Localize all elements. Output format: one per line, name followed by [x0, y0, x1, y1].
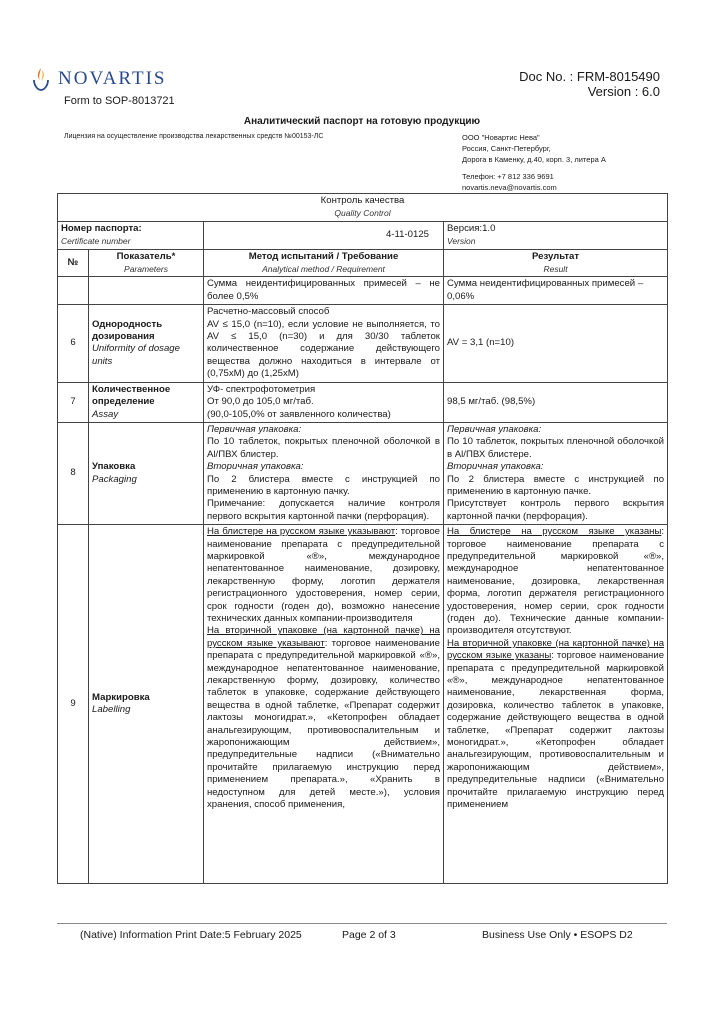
col-header-parameters-en: Parameters	[124, 264, 168, 275]
row-9-parameter-en: Labelling	[92, 704, 131, 716]
row-9-no: 9	[58, 525, 89, 884]
row-6-method-l1: Расчетно-массовый способ	[207, 306, 330, 318]
row-9-result	[444, 525, 668, 884]
row-7-parameter-ru: Количественное определение	[92, 383, 171, 408]
row-9-method-carton: : торговое наименование препарата с предупредительной маркировкой «®», международное непатентованное наименование, лекарственную форму, дозировку, количество таблеток в упаковке, содержание действующего вещества в одной таблетке, «Препарат содержит лактозы моногидрат.», «Кетопрофен обладает анальгезирующим, противовоспалительным и жаропонижающим действием», предупредительные надписи («Внимательно прочитайте прилагаемую инструкцию перед применением препарата.», «Хранить в недоступном для детей месте.»), условия хранения, способ применения,	[207, 637, 440, 811]
row-8-method-note: Примечание: допускается наличие контроля первого вскрытия картонной пачки (перфорация).	[207, 498, 440, 522]
row-8-result-primary-label: Первичная упаковка:	[447, 423, 542, 435]
row-8-result-primary: По 10 таблеток, покрытых пленочной оболочкой в Al/ПВХ блистере.	[447, 436, 665, 460]
qc-title-row	[58, 194, 668, 222]
page-title: Аналитический паспорт на готовую продукцию	[243, 116, 481, 127]
row-9-result-carton-label: На вторичной упаковке (на картонной пачке) на русском языке указаны	[447, 637, 665, 662]
version-label-en: Version	[447, 236, 476, 247]
license-text: Лицензия на осуществление производства лекарственных средств №00153-ЛС	[64, 133, 324, 140]
row-6-method	[204, 305, 444, 382]
footer-divider	[57, 923, 667, 924]
col-header-method	[204, 249, 444, 277]
row-7-result: 98,5 мг/таб. (98,5%)	[444, 382, 668, 422]
row-7-parameter	[89, 382, 204, 422]
row-7-no: 7	[58, 382, 89, 422]
row-8-result-note: Присутствует контроль первого вскрытия картонной пачки (перфорация).	[447, 498, 665, 522]
row-7-method-l3: (90,0-105,0% от заявленного количества)	[207, 408, 391, 420]
col-header-result	[444, 249, 668, 277]
row-8-parameter-en: Packaging	[92, 473, 137, 485]
qc-title-cell	[58, 194, 668, 222]
column-header-row	[58, 249, 668, 277]
table-row	[58, 525, 668, 884]
row-9-method-blister: : торговое наименование препарата с предупредительной маркировкой «®», международное непатентованное наименование, дозировку, лекарственную форму, логотип держателя регистрационного удостоверения, номер серии, срок годности (годен до), возможно нанесение технических данных компании-производителя	[207, 526, 440, 624]
quality-control-table	[57, 193, 668, 884]
row-8-method-secondary: По 2 блистера вместе с инструкцией по применению в картонную пачку.	[207, 473, 440, 497]
table-row	[58, 422, 668, 524]
row-9-parameter	[89, 525, 204, 884]
row-7-method-l1: УФ- спектрофотометрия	[207, 383, 316, 395]
col-header-result-en: Result	[543, 264, 568, 275]
certificate-number: 4-11-0125	[204, 221, 444, 249]
company-email: novartis.neva@novartis.com	[462, 183, 557, 192]
row-8-result-secondary: По 2 блистера вместе с инструкцией по применению в картонную пачке.	[447, 473, 665, 497]
col-header-result-ru: Результат	[531, 250, 580, 262]
row-cont-result: Сумма неидентифицированных примесей – 0,06%	[444, 277, 668, 305]
row-6-result: AV = 3,1 (n=10)	[444, 305, 668, 382]
row-8-method	[204, 422, 444, 524]
row-6-method-l2: AV ≤ 15,0 (n=10), если условие не выполняется, то AV ≤ 15,0 (n=30) и для 30/30 таблеток количественное содержание действующего вещества должно находиться в интервале от (0,75хМ) до (1,25хМ)	[207, 318, 440, 380]
table-row	[58, 305, 668, 382]
row-8-result-secondary-label: Вторичная упаковка:	[447, 461, 544, 473]
row-8-parameter-ru: Упаковка	[92, 461, 136, 473]
certificate-row	[58, 221, 668, 249]
row-9-result-blister-label: На блистере на русском языке указаны	[447, 526, 662, 538]
row-9-method-carton-label: На вторичной упаковке (на картонной пачке) на русском языке указывают	[207, 625, 440, 649]
company-name: ООО "Новартис Нева"	[462, 133, 540, 142]
certificate-label-ru: Номер паспорта:	[61, 222, 142, 234]
row-8-no: 8	[58, 422, 89, 524]
row-8-method-primary-label: Первичная упаковка:	[207, 423, 302, 435]
row-7-method-l2: От 90,0 до 105,0 мг/таб.	[207, 396, 314, 408]
company-phone: Телефон: +7 812 336 9691	[462, 172, 554, 181]
row-6-no: 6	[58, 305, 89, 382]
qc-title-en: Quality Control	[334, 208, 391, 219]
company-address-line2: Дорога в Каменку, д.40, корп. 3, литера А	[462, 155, 606, 164]
col-header-method-en: Analytical method / Requirement	[262, 264, 385, 275]
footer-classification: Business Use Only • ESOPS D2	[482, 929, 633, 941]
row-7-parameter-en: Assay	[92, 408, 119, 420]
row-9-result-blister: : торговое наименование препарата с предупредительной маркировкой «®», международное непатентованное наименование, дозировка, лекарственная форма, логотип держателя регистрационного удостоверения, номер серии, срок годности (годен до). Технические данные компании-производителя отсутствуют.	[447, 526, 665, 637]
document-number-block	[519, 69, 660, 99]
qc-title-ru: Контроль качества	[320, 195, 405, 206]
row-6-parameter-en: Uniformity of dosage units	[92, 343, 180, 367]
row-8-method-primary: По 10 таблеток, покрытых пленочной оболочкой в Al/ПВХ блистер.	[207, 436, 440, 460]
footer-print-date: (Native) Information Print Date:5 February 2025	[80, 929, 302, 941]
row-9-result-carton: : торговое наименование препарата с предупредительной маркировкой «®», международное непатентованное наименование, лекарственная форма, дозировка, количество таблеток в упаковке, содержание действующего вещества в одной таблетке, «Препарат содержит лактозы моногидрат.», «Кетопрофен обладает анальгезирующим, противовоспалительным и жаропонижающим действием», предупредительные надписи («Внимательно прочитайте прилагаемую инструкцию перед применением	[447, 650, 665, 811]
col-header-no: №	[58, 249, 89, 277]
brand-name: NOVARTIS	[58, 68, 167, 89]
col-header-method-ru: Метод испытаний / Требование	[248, 250, 399, 262]
footer-page-number: Page 2 of 3	[342, 929, 396, 941]
company-address-line1: Россия, Санкт-Петербург,	[462, 144, 551, 153]
row-9-method	[204, 525, 444, 884]
row-7-method	[204, 382, 444, 422]
row-6-parameter-ru: Однородность дозирования	[92, 318, 163, 343]
col-header-parameters	[89, 249, 204, 277]
version-cell	[444, 221, 668, 249]
document-version: Version : 6.0	[587, 84, 660, 99]
row-6-parameter	[89, 305, 204, 382]
novartis-flame-icon	[30, 66, 52, 92]
table-row	[58, 382, 668, 422]
row-8-result	[444, 422, 668, 524]
document-number: Doc No. : FRM-8015490	[519, 69, 660, 84]
row-8-method-secondary-label: Вторичная упаковка:	[207, 461, 304, 473]
company-logo	[30, 66, 166, 92]
certificate-label-cell	[58, 221, 204, 249]
version-label-ru: Версия:1.0	[447, 222, 496, 234]
certificate-label-en: Certificate number	[61, 236, 131, 247]
table-row	[58, 277, 668, 305]
form-reference: Form to SOP-8013721	[64, 95, 175, 107]
row-9-parameter-ru: Маркировка	[92, 691, 150, 703]
row-8-parameter	[89, 422, 204, 524]
col-header-parameters-ru: Показатель*	[116, 250, 176, 262]
row-cont-method: Сумма неидентифицированных примесей – не более 0,5%	[204, 277, 444, 305]
company-address-block	[462, 132, 606, 193]
row-9-method-blister-label: На блистере на русском языке указывают	[207, 526, 396, 538]
